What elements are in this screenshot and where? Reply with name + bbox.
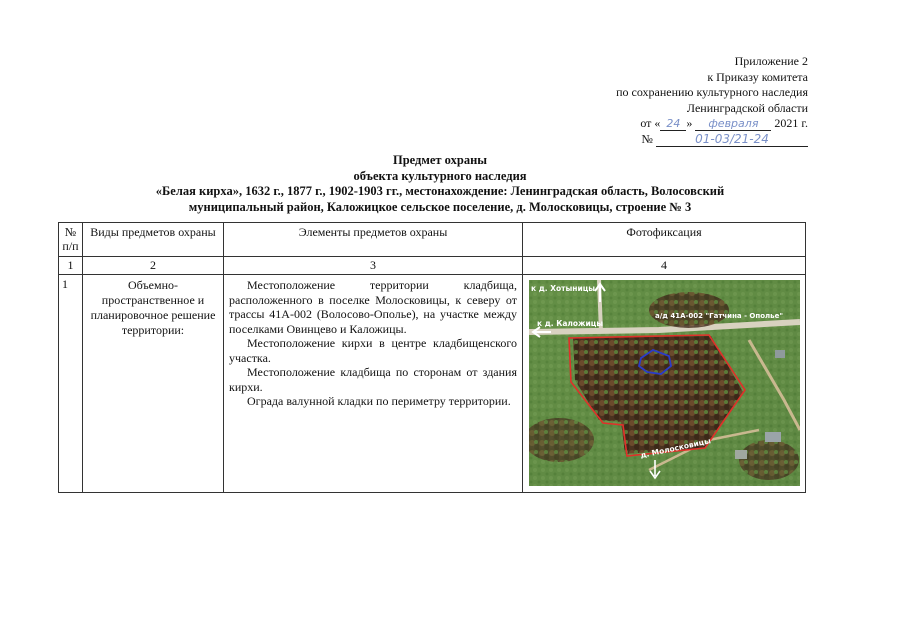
date-day: 24 <box>660 117 686 131</box>
header-photo: Фотофиксация <box>523 223 806 257</box>
element-item: Ограда валунной кладки по периметру территории. <box>247 394 511 408</box>
house-shape <box>765 432 781 442</box>
map-label-kalozhitsy: к д. Каложицы <box>537 319 604 328</box>
title-line-3: «Белая кирха», 1632 г., 1877 г., 1902-1903 гг., местонахождение: Ленинградская область, Волосовский <box>155 184 725 198</box>
header-elements: Элементы предметов охраны <box>224 223 523 257</box>
map-label-khotynitsy: к д. Хотыницы <box>531 284 596 293</box>
column-number: 4 <box>523 257 806 275</box>
element-item: Местоположение кирхи в центре кладбищенского участка. <box>229 336 517 365</box>
title-line-1: Предмет охраны <box>392 153 488 167</box>
header-types: Виды предметов охраны <box>83 223 224 257</box>
appendix-block <box>548 54 808 147</box>
element-item: Местоположение кладбища по сторонам от здания кирхи. <box>229 365 517 394</box>
date-year: 2021 г. <box>774 116 808 130</box>
column-number: 1 <box>59 257 83 275</box>
house-shape <box>775 350 785 358</box>
appendix-committee: по сохранению культурного наследия <box>616 85 808 99</box>
row-elements <box>224 275 523 493</box>
column-number: 3 <box>224 257 523 275</box>
column-number-row <box>59 257 806 275</box>
order-number: 01-03/21-24 <box>656 133 808 147</box>
satellite-map-image <box>529 280 800 486</box>
photo-cell <box>523 275 806 493</box>
header-row <box>59 223 806 257</box>
appendix-title: Приложение 2 <box>734 54 808 68</box>
appendix-order: к Приказу комитета <box>707 69 808 84</box>
table-row <box>59 275 806 493</box>
header-number: № п/п <box>59 223 83 257</box>
house-shape <box>735 450 747 459</box>
map-label-road: а/д 41А-002 "Гатчина - Ополье" <box>655 312 783 320</box>
appendix-date: от « 24 » февраля 2021 г. <box>640 116 808 130</box>
column-number: 2 <box>83 257 224 275</box>
map-label-moloskovitsy: д. Молосковицы <box>639 436 712 460</box>
protection-table <box>58 222 806 493</box>
row-type: Объемно-пространственное и планировочное решение территории: <box>83 275 224 493</box>
row-number: 1 <box>59 275 83 493</box>
element-item: Местоположение территории кладбища, расположенного в поселке Молосковицы, к северу от трассы 41А-002 (Волосово-Ополье), на участке между поселками Овинцево и Каложицы. <box>229 278 517 336</box>
title-line-2: объекта культурного наследия <box>353 168 527 183</box>
appendix-number: № 01-03/21-24 <box>548 132 808 148</box>
document-title <box>60 153 820 215</box>
date-month: февраля <box>695 117 771 131</box>
title-line-4: муниципальный район, Каложицкое сельское поселение, д. Молосковицы, строение № 3 <box>188 199 692 214</box>
appendix-region: Ленинградской области <box>686 100 808 115</box>
